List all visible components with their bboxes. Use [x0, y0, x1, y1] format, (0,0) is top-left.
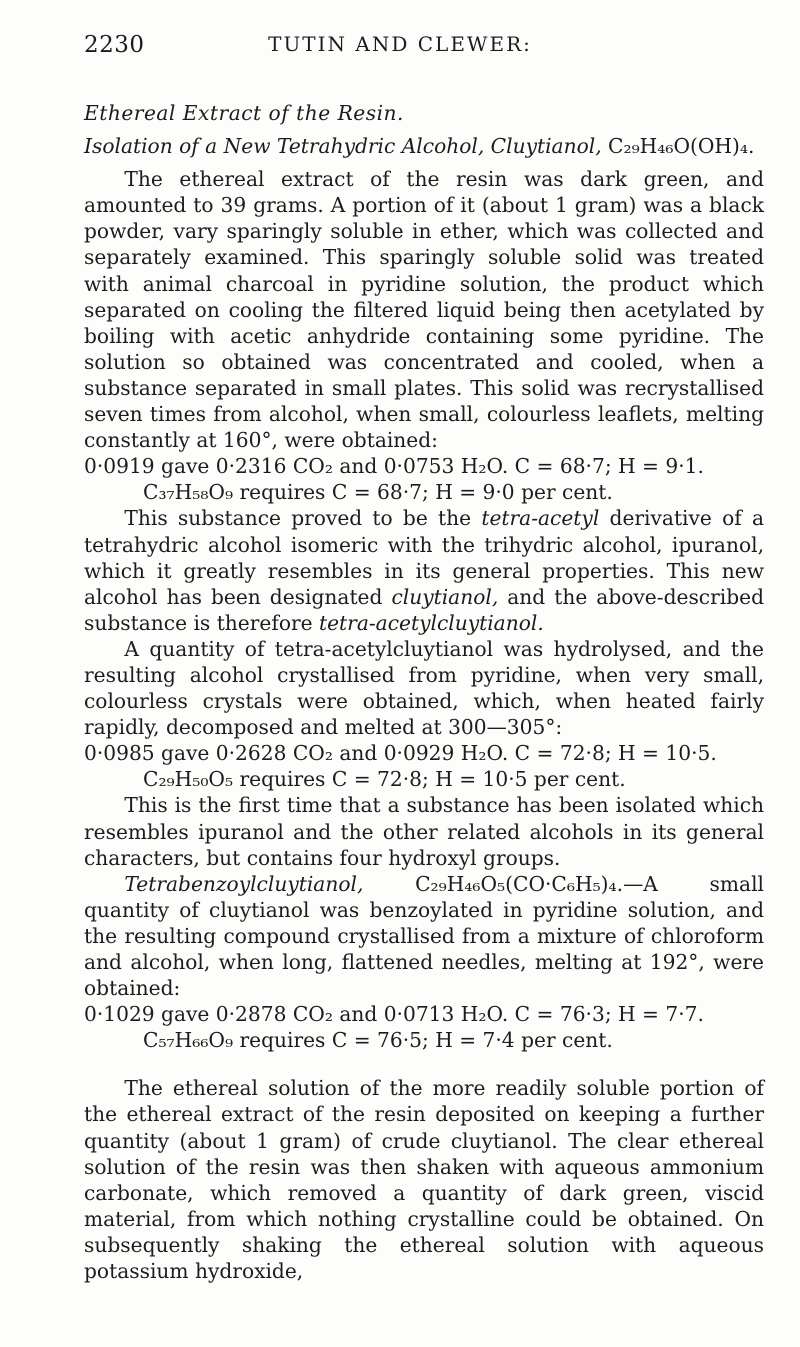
paragraph-tetra-acetyl — [84, 505, 764, 635]
tetrabenzoyl-formula: C₂₉H₄₆O₅(CO·C₆H₅)₄. — [363, 871, 624, 896]
para2-italic-tetra-acetyl: tetra-acetyl — [481, 506, 600, 531]
analysis-found-2: 0·0985 gave 0·2628 CO₂ and 0·0929 H₂O. C = 72·8; H = 10·5. — [84, 741, 717, 766]
isolation-heading — [84, 133, 764, 159]
paragraph-ethereal-solution: The ethereal solution of the more readily soluble portion of the ethereal extract of the resin deposited on keeping a further quantity (about 1 gram) of crude cluytianol. The clear ethereal solution of the resin was then shaken with aqueous ammonium carbonate, which removed a quantity of dark green, viscid material, from which nothing crystalline could be obtained. On subsequently shaking the ethereal solution with aqueous potassium hydroxide, — [84, 1076, 764, 1284]
paragraph-gap — [84, 1053, 764, 1075]
tetrabenzoyl-text: —A small quantity of cluytianol was benzoylated in pyridine solution, and the resulting compound crystallised from a mixture of chloroform and alcohol, when long, flattened needles, melting at 192°, were obtained: — [84, 871, 764, 1001]
paragraph-resin-extract: The ethereal extract of the resin was dark green, and amounted to 39 grams. A portion of it (about 1 gram) was a black powder, vary sparingly soluble in ether, which was collected and separately examined. This sparingly soluble solid was treated with animal charcoal in pyridine solution, the product which separated on cooling the filtered liquid being then acetylated by boiling with acetic anhydride containing some pyridine. The solution so obtained was concentrated and cooled, when a substance separated in small plates. This solid was recrystallised seven times from alcohol, when small, colourless leaflets, melting constantly at 160°, were obtained: — [84, 167, 764, 453]
running-head: TUTIN AND CLEWER: — [268, 32, 532, 56]
para2-italic-cluytianol: cluytianol, — [391, 584, 499, 609]
para2-italic-tetra-acetylcluytianol: tetra-acetylcluytianol. — [319, 610, 544, 635]
analysis-found-1: 0·0919 gave 0·2316 CO₂ and 0·0753 H₂O. C = 68·7; H = 9·1. — [84, 454, 704, 479]
isolation-heading-formula: C₂₉H₄₆O(OH)₄. — [608, 134, 755, 159]
analysis-required-1: C₃₇H₅₈O₉ requires C = 68·7; H = 9·0 per cent. — [143, 480, 613, 505]
isolation-heading-title: Isolation of a New Tetrahydric Alcohol, Cluytianol, — [84, 134, 602, 159]
page-header — [0, 32, 800, 62]
analysis-required-3: C₅₇H₆₆O₉ requires C = 76·5; H = 7·4 per cent. — [143, 1028, 613, 1053]
article-body — [84, 100, 764, 1284]
tetrabenzoyl-title: Tetrabenzoylcluytianol, — [124, 871, 364, 896]
section-title: Ethereal Extract of the Resin. — [84, 101, 404, 125]
analysis-found-3: 0·1029 gave 0·2878 CO₂ and 0·0713 H₂O. C = 76·3; H = 7·7. — [84, 1002, 704, 1027]
para2-text-3: and the above-described substance is therefore — [84, 584, 765, 635]
para2-text-2: derivative of a tetrahydric alcohol isomeric with the trihydric alcohol, ipuranol, which it greatly resembles in its general properties. This new alcohol has been designated — [84, 506, 765, 609]
analysis-required-2: C₂₉H₅₀O₅ requires C = 72·8; H = 10·5 per cent. — [143, 767, 626, 792]
paragraph-first-time: This is the first time that a substance has been isolated which resembles ipuranol and the other related alcohols in its general characters, but contains four hydroxyl groups. — [84, 793, 764, 870]
page-number: 2230 — [84, 32, 145, 58]
paragraph-tetrabenzoyl — [84, 871, 764, 1001]
paragraph-hydrolysis: A quantity of tetra-acetylcluytianol was hydrolysed, and the resulting alcohol crystallised from pyridine, when very small, colourless crystals were obtained, which, when heated fairly rapidly, decomposed and melted at 300—305°: — [84, 636, 764, 740]
para2-text-1: This substance proved to be the — [124, 506, 482, 531]
